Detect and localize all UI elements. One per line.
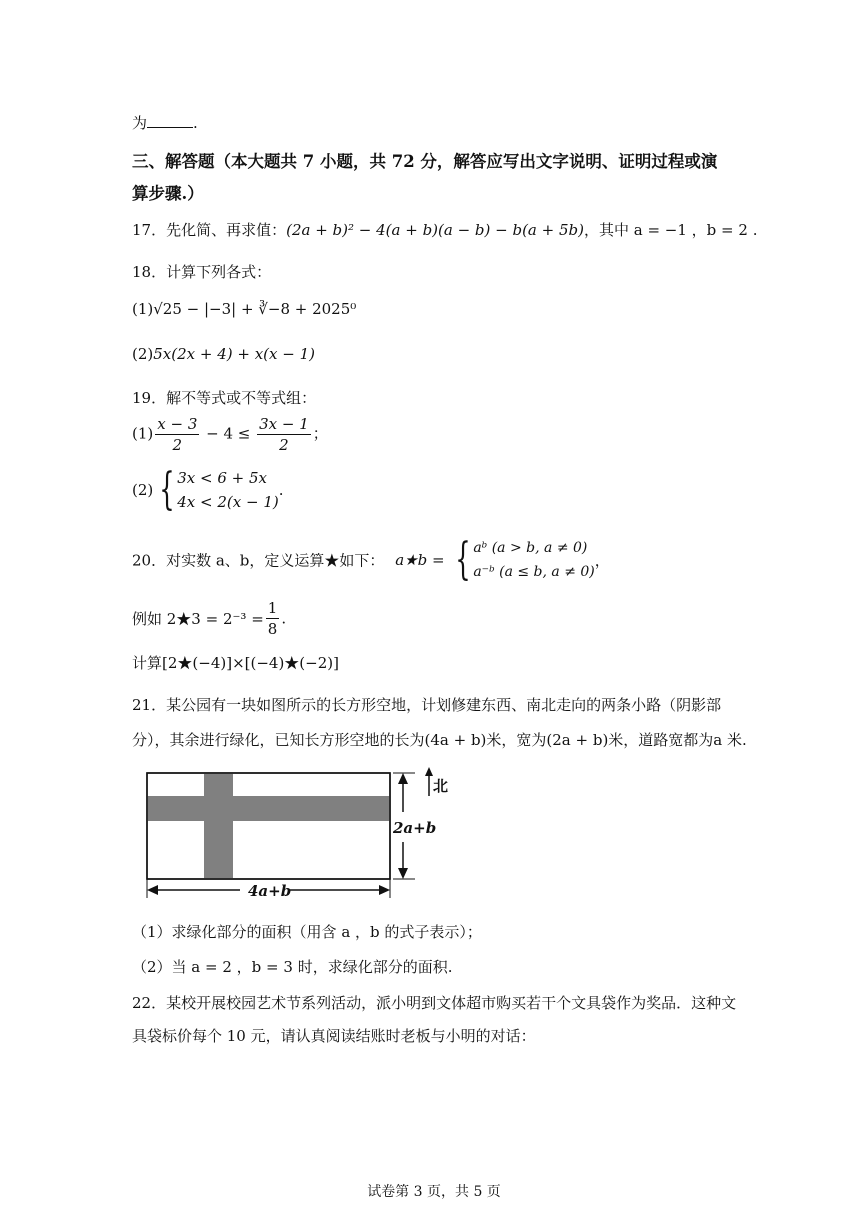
question-18 [132, 261, 271, 282]
period: . [193, 114, 198, 132]
width-label: 2a+b [393, 819, 437, 837]
period: . [281, 609, 287, 628]
q20-example-fraction [266, 598, 280, 639]
q20-lhs: a★b = [395, 551, 445, 569]
fraction-denominator: 2 [279, 436, 289, 454]
inequality-row-1: 3x < 6 + 5x [177, 469, 268, 487]
q17-number: 17． [132, 221, 167, 239]
q19-middle: − 4 ≤ [201, 424, 256, 443]
q18-text: 计算下列各式： [166, 263, 272, 281]
q19-p1-label: (1) [132, 424, 154, 443]
arrow-up-icon [398, 773, 408, 784]
park-diagram [140, 764, 460, 904]
question-21-line1: 21．某公园有一块如图所示的长方形空地，计划修建东西、南北走向的两条小路（阴影部 [132, 696, 722, 714]
question-20 [132, 536, 610, 584]
q17-expression: (2a + b)² − 4(a + b)(a − b) − b(a + 5b) [286, 221, 584, 239]
q20-example [132, 598, 286, 639]
comma: ， [594, 551, 610, 570]
q17-text: 先化简、再求值： [166, 221, 287, 239]
left-brace-icon: { [159, 464, 175, 515]
q18-p1-expression: √25 − |−3| + ∛−8 + 2025⁰ [153, 300, 357, 318]
q18-part2 [132, 345, 315, 363]
q20-number: 20． [132, 551, 167, 570]
q20-calculate: 计算[2★(−4)]×[(−4)★(−2)] [132, 654, 339, 672]
q19-fraction-2 [257, 414, 311, 455]
q19-number: 19． [132, 389, 167, 407]
q19-text: 解不等式或不等式组： [166, 389, 317, 407]
fraction-numerator: 1 [267, 599, 278, 617]
fill-blank[interactable] [147, 114, 193, 128]
q20-example-prefix: 例如 2★3 = 2⁻³ = [132, 610, 264, 628]
east-west-road [147, 796, 390, 821]
period: . [278, 481, 284, 499]
q18-part1 [132, 300, 356, 318]
q18-p1-label: (1) [132, 300, 154, 318]
fraction-numerator: x − 3 [157, 415, 198, 433]
piecewise-row-2: a⁻ᵇ (a ≤ b, a ≠ 0) [473, 564, 595, 580]
piecewise-row-1: aᵇ (a > b, a ≠ 0) [473, 540, 588, 556]
arrow-left-icon [147, 885, 158, 895]
length-label: 4a+b [248, 882, 292, 900]
question-19 [132, 387, 316, 408]
section-heading-line2: 算步骤.） [132, 184, 204, 203]
q18-p2-expression: 5x(2x + 4) + x(x − 1) [153, 345, 315, 363]
q19-part1 [132, 414, 328, 455]
q18-p2-label: (2) [132, 345, 154, 363]
fraction-denominator: 2 [172, 436, 183, 454]
north-south-road [204, 773, 233, 879]
q19-p2-label: (2) [132, 481, 154, 499]
prefix-text: 为 [132, 114, 148, 132]
question-21-line2: 分），其余进行绿化，已知长方形空地的长为(4a + b)米，宽为(2a + b)米，道路宽都为a 米. [132, 731, 747, 749]
q21-subquestion-1: （1）求绿化部分的面积（用含 a ，b 的式子表示）； [132, 923, 482, 941]
fraction-numerator: 3x − 1 [259, 415, 309, 433]
piecewise-definition [473, 536, 594, 584]
inequality-row-2: 4x < 2(x − 1) [177, 493, 279, 511]
q19-part2 [132, 466, 284, 514]
park-rectangle [147, 773, 390, 879]
semicolon: ； [312, 424, 328, 443]
q21-subquestion-2: （2）当 a = 2 ，b = 3 时，求绿化部分的面积. [132, 958, 453, 976]
q19-fraction-1 [155, 414, 199, 455]
fraction-denominator: 8 [267, 620, 278, 638]
arrow-right-icon [379, 885, 390, 895]
arrow-down-icon [398, 868, 408, 879]
q20-text: 对实数 a、b，定义运算★如下： [166, 551, 385, 570]
question-22-line2: 具袋标价每个 10 元，请认真阅读结账时老板与小明的对话： [132, 1027, 536, 1045]
question-22-line1: 22．某校开展校园艺术节系列活动，派小明到文体超市购买若干个文具袋作为奖品．这种文 [132, 994, 737, 1012]
q17-condition: ，其中 a = −1 ，b = 2 . [583, 221, 758, 239]
question-17 [132, 219, 757, 240]
answer-blank-line [132, 112, 198, 133]
left-brace-icon: { [455, 534, 472, 585]
north-label: 北 [433, 777, 449, 795]
section-heading-line1: 三、解答题（本大题共 7 小题，共 72 分，解答应写出文字说明、证明过程或演 [132, 152, 718, 171]
page-footer: 试卷第 3 页，共 5 页 [367, 1184, 501, 1200]
q18-number: 18． [132, 263, 167, 281]
inequality-system [177, 466, 278, 514]
